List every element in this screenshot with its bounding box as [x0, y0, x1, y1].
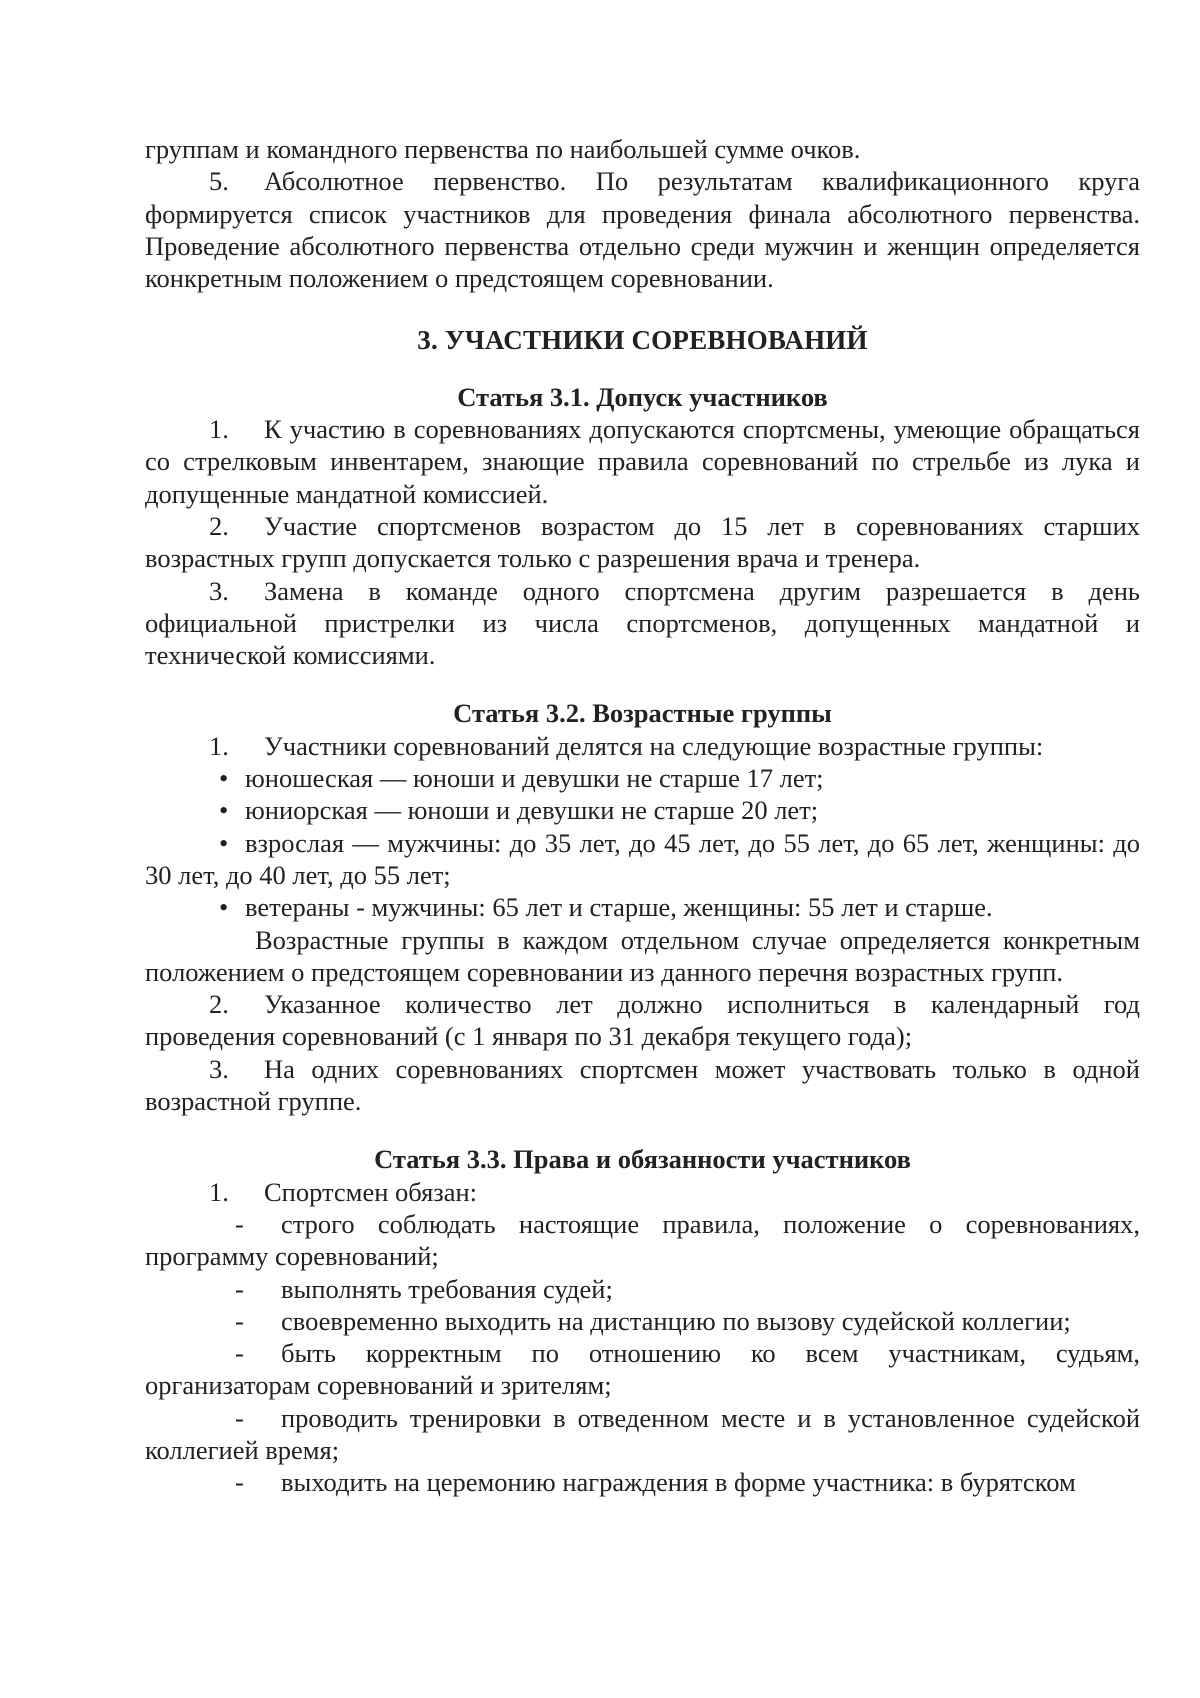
- spacer: [145, 1117, 1140, 1143]
- section-title: 3. УЧАСТНИКИ СОРЕВНОВАНИЙ: [417, 325, 868, 356]
- bullet-mark: •: [219, 795, 229, 826]
- item-number: 1.: [209, 1176, 229, 1207]
- bullet-mark: •: [219, 763, 229, 794]
- intro-continuation: группам и командного первенства по наибольшей сумме очков.: [145, 134, 861, 164]
- duty-text: выходить на церемонию награждения в форме участника: в бурятском: [281, 1467, 1076, 1498]
- article-3-1-title: Статья 3.1. Допуск участников: [457, 381, 828, 412]
- dash-mark: -: [235, 1402, 244, 1433]
- item-text: Спортсмен обязан:: [264, 1176, 478, 1207]
- age-group-bullet: [145, 762, 1140, 794]
- dash-mark: -: [235, 1467, 244, 1498]
- bullet-text: юниорская — юноши и девушки не старше 20 лет;: [245, 795, 819, 826]
- duty-text: проводить тренировки в отведенном месте и в установленное судейской коллегией время;: [145, 1402, 1140, 1465]
- duty-item: [145, 1273, 1140, 1305]
- duty-item: [145, 1337, 1140, 1402]
- duty-item: [145, 1305, 1140, 1337]
- spacer: [145, 671, 1140, 697]
- item-number: 3.: [209, 1053, 229, 1084]
- age-group-bullet: [145, 827, 1140, 892]
- bullet-mark: •: [219, 892, 229, 923]
- bullet-text: ветераны - мужчины: 65 лет и старше, женщины: 55 лет и старше.: [245, 892, 993, 923]
- article-3-2-item: [145, 988, 1140, 1053]
- article-3-2-item: [145, 1053, 1140, 1118]
- duty-item: [145, 1208, 1140, 1273]
- dash-mark: -: [235, 1208, 244, 1239]
- item-number: 2.: [209, 510, 229, 541]
- item-number: 1.: [209, 414, 229, 445]
- age-group-bullet: [145, 794, 1140, 826]
- item-text: На одних соревнованиях спортсмен может участвовать только в одной возрастной группе.: [145, 1053, 1140, 1117]
- article-3-3-item: [145, 1176, 1140, 1208]
- document-page: [145, 133, 1140, 1499]
- duty-item: [145, 1402, 1140, 1467]
- age-group-bullet: [145, 891, 1140, 923]
- dash-mark: -: [235, 1305, 244, 1336]
- article-3-1-item: [145, 413, 1140, 510]
- duty-text: строго соблюдать настоящие правила, положение о соревнованиях, программу соревнований;: [145, 1208, 1140, 1272]
- item-text: Участники соревнований делятся на следующие возрастные группы:: [264, 730, 1044, 761]
- item-number: 5.: [209, 166, 229, 197]
- item-number: 3.: [209, 575, 229, 606]
- article-3-3-title: Статья 3.3. Права и обязанности участников: [374, 1144, 911, 1175]
- item-text: Указанное количество лет должно исполниться в календарный год проведения соревнований (с 1 января по 31 декабря текущего года);: [145, 989, 1140, 1052]
- article-3-1-item: [145, 510, 1140, 575]
- item-number: 1.: [209, 730, 229, 761]
- duty-item: [145, 1466, 1140, 1498]
- bullet-text: взрослая — мужчины: до 35 лет, до 45 лет, до 55 лет, до 65 лет, женщины: до 30 лет, до 40 лет, до 55 лет;: [145, 827, 1140, 890]
- article-3-2-title: Статья 3.2. Возрастные группы: [453, 698, 832, 729]
- item-text: К участию в соревнованиях допускаются спортсмены, умеющие обращаться со стрелковым инвентарем, знающие правила соревнований по стрельбе из лука и допущенные мандатной комиссией.: [145, 414, 1140, 509]
- intro-item-5: [145, 165, 1140, 294]
- article-3-2-item: [145, 730, 1140, 762]
- article-3-1-item: [145, 575, 1140, 672]
- item-number: 2.: [209, 989, 229, 1020]
- item-text: Абсолютное первенство. По результатам квалификационного круга формируется список участников для проведения финала абсолютного первенства. Проведение абсолютного первенства отдельно среди мужчин и женщин определяется конкретным положением о предстоящем соревновании.: [145, 166, 1140, 294]
- age-group-note: Возрастные группы в каждом отдельном случае определяется конкретным положением о предстоящем соревновании из данного перечня возрастных групп.: [145, 924, 1140, 987]
- item-text: Замена в команде одного спортсмена другим разрешается в день официальной пристрелки из числа спортсменов, допущенных мандатной и технической комиссиями.: [145, 575, 1140, 671]
- bullet-mark: •: [219, 827, 229, 858]
- dash-mark: -: [235, 1338, 244, 1369]
- item-text: Участие спортсменов возрастом до 15 лет в соревнованиях старших возрастных групп допускается только с разрешения врача и тренера.: [145, 510, 1140, 574]
- dash-mark: -: [235, 1273, 244, 1304]
- duty-text: быть корректным по отношению ко всем участникам, судьям, организаторам соревнований и зрителям;: [145, 1338, 1140, 1401]
- duty-text: выполнять требования судей;: [281, 1273, 613, 1304]
- duty-text: своевременно выходить на дистанцию по вызову судейской коллегии;: [281, 1305, 1071, 1336]
- bullet-text: юношеская — юноши и девушки не старше 17 лет;: [245, 763, 824, 794]
